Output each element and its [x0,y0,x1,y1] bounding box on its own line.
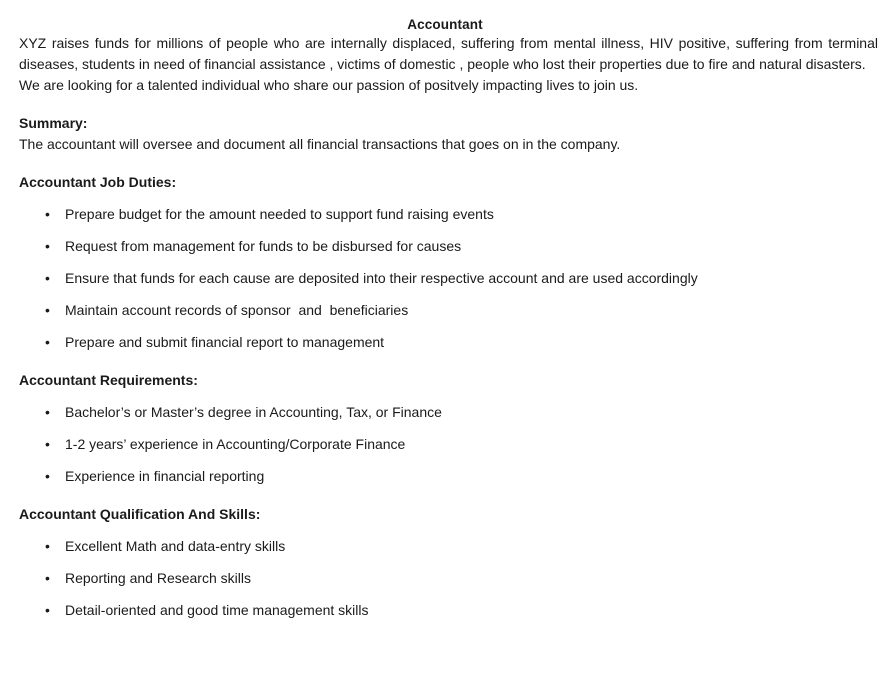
list-item [0,466,890,487]
list-item [0,236,890,257]
list-item-text: Experience in financial reporting [65,468,265,485]
bullet-icon: • [45,206,50,223]
bullet-icon: • [45,334,50,351]
qualification-skills-list [0,536,890,621]
list-item [0,536,890,557]
bullet-icon: • [45,436,50,453]
bullet-icon: • [45,570,50,587]
list-item-text: Maintain account records of sponsor and beneficiaries [65,302,409,319]
bullet-icon: • [45,538,50,555]
list-item [0,268,890,289]
requirements-list [0,402,890,487]
list-item [0,600,890,621]
section-heading-qualification-and-skills: Accountant Qualification And Skills: [19,506,261,523]
list-item-text: Request from management for funds to be disbursed for causes [65,238,462,255]
list-item [0,568,890,589]
bullet-icon: • [45,238,50,255]
list-item-text: Excellent Math and data-entry skills [65,538,286,555]
list-item-text: Detail-oriented and good time management skills [65,602,369,619]
list-item [0,402,890,423]
bullet-icon: • [45,302,50,319]
section-heading-requirements: Accountant Requirements: [19,372,198,389]
intro-paragraph-2: We are looking for a talented individual who share our passion of positvely impacting lives to join us. [19,77,639,94]
list-item-text: Reporting and Research skills [65,570,251,587]
list-item-text: Prepare and submit financial report to management [65,334,385,351]
bullet-icon: • [45,270,50,287]
list-item-text: Bachelor’s or Master’s degree in Accounting, Tax, or Finance [65,404,442,421]
list-item-text: Prepare budget for the amount needed to support fund raising events [65,206,494,223]
list-item [0,300,890,321]
summary-paragraph: The accountant will oversee and document all financial transactions that goes on in the company. [19,136,621,153]
section-heading-summary: Summary: [19,115,88,132]
bullet-icon: • [45,404,50,421]
section-heading-job-duties: Accountant Job Duties: [19,174,177,191]
page-title: Accountant [407,17,483,32]
bullet-icon: • [45,468,50,485]
list-item-text: 1-2 years’ experience in Accounting/Corporate Finance [65,436,406,453]
intro-paragraph-1: XYZ raises funds for millions of people who are internally displaced, suffering from mental illness, HIV positive, suffering from terminal diseases, students in need of financial assistance , victims of domestic , people who lost their properties due to fire and natural disasters. [19,35,878,73]
list-item-text: Ensure that funds for each cause are deposited into their respective account and are used accordingly [65,270,698,287]
list-item [0,332,890,353]
list-item [0,434,890,455]
list-item [0,204,890,225]
job-duties-list [0,204,890,353]
bullet-icon: • [45,602,50,619]
